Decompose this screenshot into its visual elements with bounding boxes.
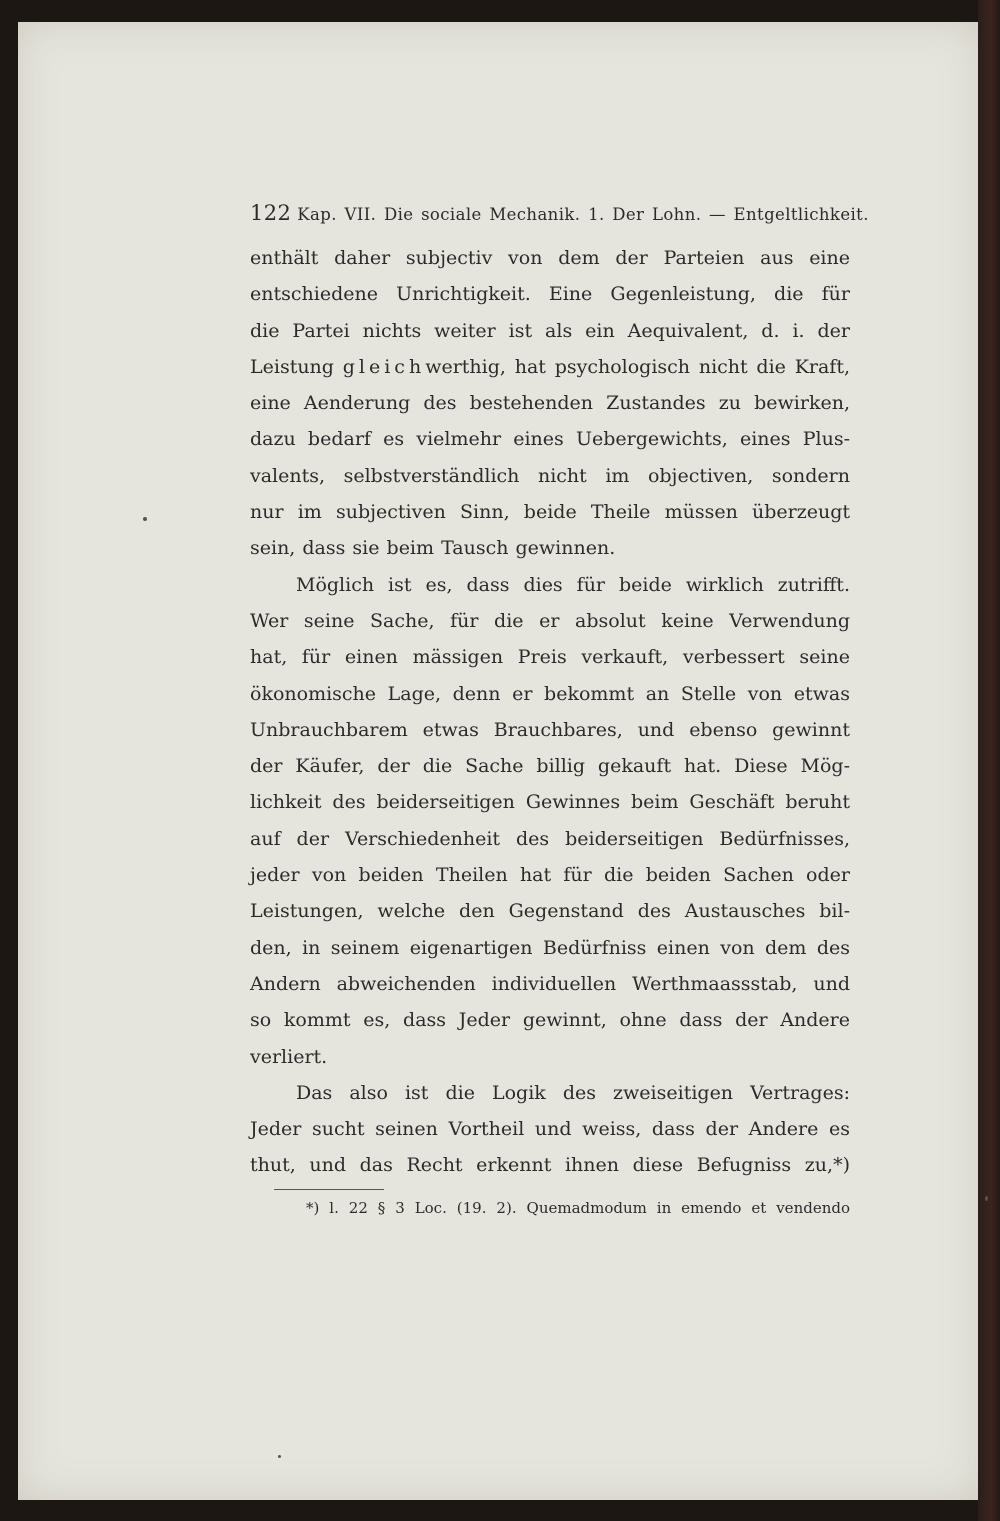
text-line: Wer seine Sache, für die er absolut keine Verwendung (250, 609, 850, 632)
text-line: enthält daher subjectiv von dem der Parteien aus eine (250, 247, 850, 269)
running-header (250, 196, 869, 230)
page-speck (985, 1196, 988, 1201)
page-number: 122 (250, 201, 292, 225)
text-line: eine Aenderung des bestehenden Zustandes zu bewirken, (250, 392, 850, 415)
text-run: werthig, hat psychologisch nicht die Kraft, (425, 355, 851, 378)
page-speck (143, 517, 147, 521)
emphasized-word: gleich (342, 355, 426, 378)
page-text (250, 196, 869, 1220)
text-line: den, in seinem eigenartigen Bedürfniss einen von dem des (250, 936, 850, 959)
text-line: Leistungen, welche den Gegenstand des Austausches bil- (250, 900, 850, 923)
text-line: Andern abweichenden individuellen Werthmaassstab, und (250, 972, 850, 995)
paragraph-first-line: Das also ist die Logik des zweiseitigen Vertrages: (296, 1081, 850, 1104)
text-run: Leistung (250, 355, 343, 378)
text-line: ökonomische Lage, denn er bekommt an Stelle von etwas (250, 682, 850, 705)
text-line: Jeder sucht seinen Vortheil und weiss, dass der Andere es (250, 1118, 850, 1141)
text-line: Unbrauchbarem etwas Brauchbares, und ebenso gewinnt (250, 718, 850, 741)
text-line: lichkeit des beiderseitigen Gewinnes beim Geschäft beruht (250, 791, 850, 814)
text-line: dazu bedarf es vielmehr eines Uebergewichts, eines Plus- (250, 428, 850, 451)
footnote: *) l. 22 § 3 Loc. (19. 2). Quemadmodum in emendo et vendendo (306, 1198, 850, 1217)
book-spine (978, 0, 1000, 1521)
page-speck (278, 1455, 281, 1458)
text-line: valents, selbstverständlich nicht im objectiven, sondern (250, 464, 850, 487)
paragraph-first-line: Möglich ist es, dass dies für beide wirklich zutrifft. (296, 573, 850, 596)
text-line: entschiedene Unrichtigkeit. Eine Gegenleistung, die für (250, 283, 850, 306)
text-line: thut, und das Recht erkennt ihnen diese Befugniss zu,*) (250, 1154, 850, 1177)
text-line: auf der Verschiedenheit des beiderseitigen Bedürfnisses, (250, 827, 850, 850)
text-line: der Käufer, der die Sache billig gekauft hat. Diese Mög- (250, 755, 850, 778)
text-line: so kommt es, dass Jeder gewinnt, ohne dass der Andere (250, 1009, 850, 1032)
text-line: jeder von beiden Theilen hat für die beiden Sachen oder (250, 864, 850, 887)
text-line: die Partei nichts weiter ist als ein Aequivalent, d. i. der (250, 319, 850, 342)
running-title: Kap. VII. Die sociale Mechanik. 1. Der Lohn. — Entgeltlichkeit. (297, 205, 869, 224)
text-line: nur im subjectiven Sinn, beide Theile müssen überzeugt (250, 501, 850, 524)
text-line: sein, dass sie beim Tausch gewinnen. (250, 537, 616, 560)
text-line (250, 349, 850, 385)
text-line: hat, für einen mässigen Preis verkauft, verbessert seine (250, 646, 850, 669)
text-line: verliert. (250, 1045, 328, 1068)
footnote-rule (274, 1189, 384, 1190)
